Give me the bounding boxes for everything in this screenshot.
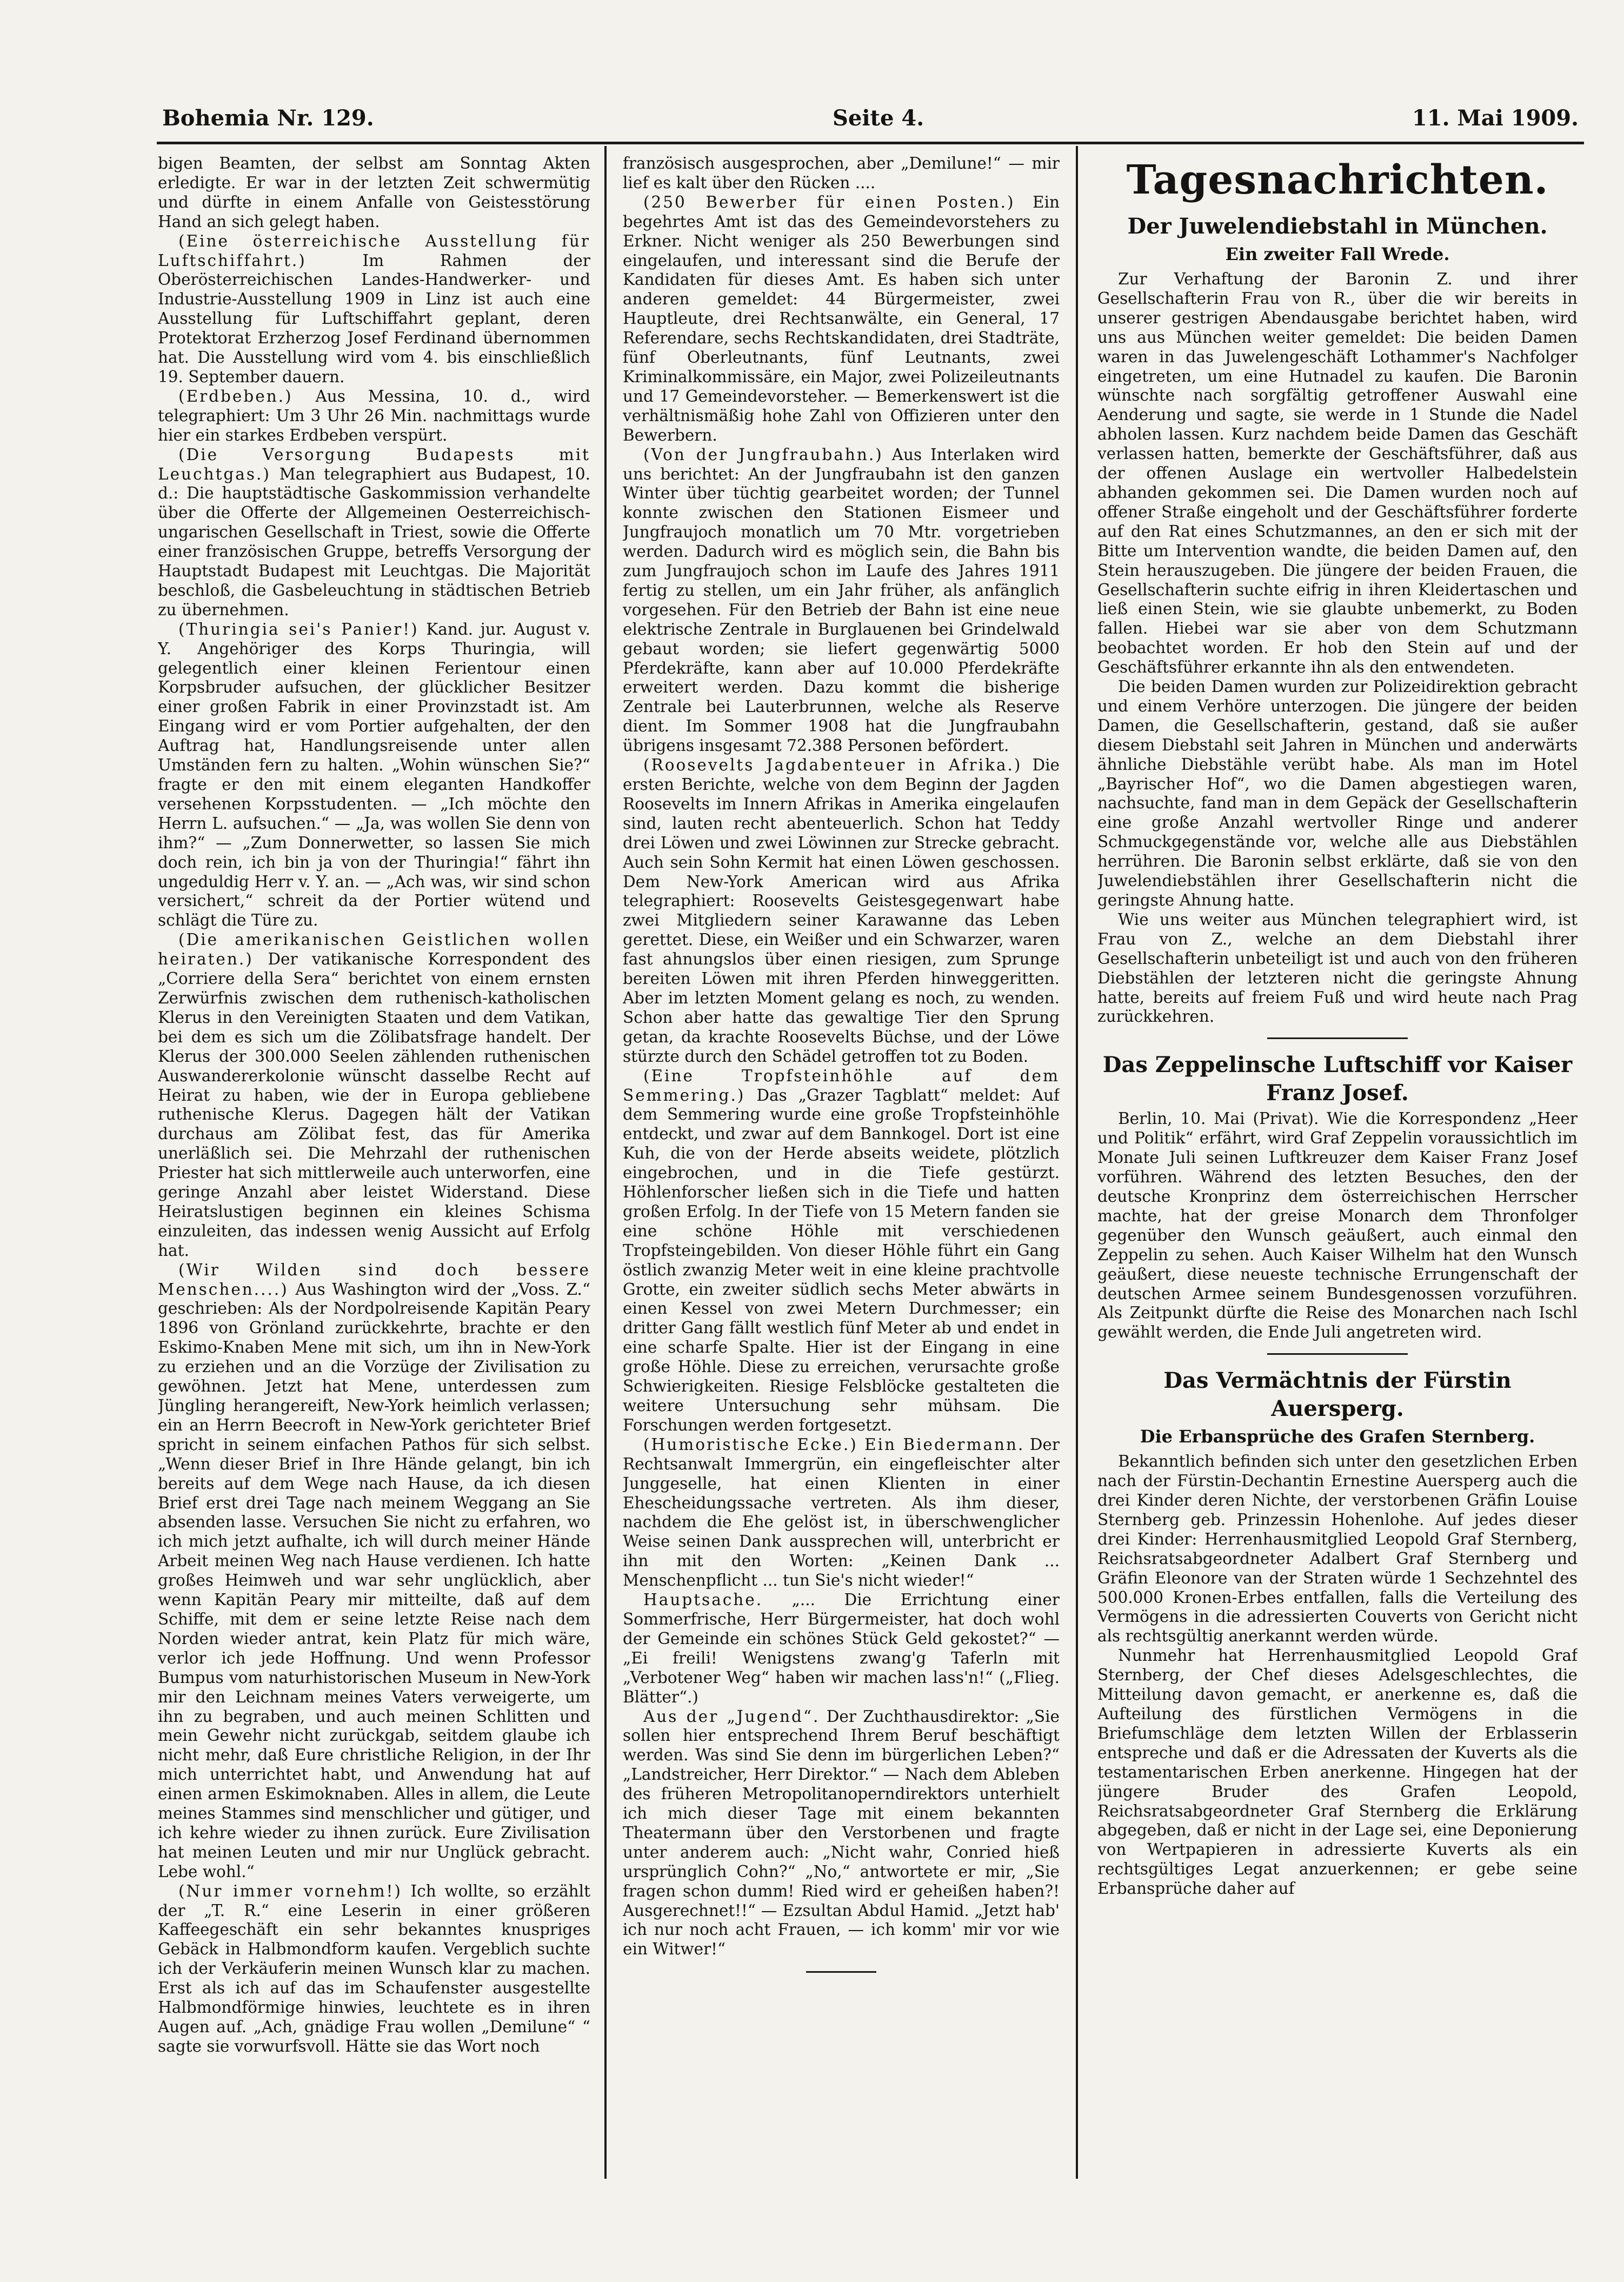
news-item	[623, 193, 1060, 445]
news-item-title: (Thuringia sei's Panier!)	[178, 620, 419, 638]
news-item	[158, 232, 590, 387]
news-item	[158, 154, 590, 232]
news-item-title: (Roosevelts Jagdabenteuer in Afrika.)	[643, 756, 1022, 775]
news-item	[623, 445, 1060, 756]
article-paragraph: Wie uns weiter aus München telegraphiert wird, ist Frau von Z., welche an dem Diebstahl ihrer Gesellschafterin unbeteiligt ist und auch von den früheren Diebstählen der letzteren nicht die geringste Ahnung hatte, bereits auf freiem Fuß und wird heute nach Prag zurückkehren.	[1097, 910, 1578, 1026]
article-subhead-wrede: Ein zweiter Fall Wrede.	[1225, 244, 1450, 264]
column-1	[158, 154, 590, 2176]
news-item	[623, 154, 1060, 193]
news-item-body: Das „Grazer Tagblatt“ meldet: Auf dem Semmering wurde eine große Tropfsteinhöhle entdeckt, und zwar auf dem Bannkogel. Dort ist eine Kuh, die von der Herde abseits weidete, plötzlich eingebrochen, und in die Tiefe gestürzt. Höhlenforscher ließen sich in die Tiefe und hatten großen Erfolg. In der Tiefe von 15 Metern fanden sie eine schöne Höhle mit verschiedenen Tropfsteingebilden. Von dieser Höhle führt ein Gang östlich zwanzig Meter weit in eine kleine prachtvolle Grotte, ein zweiter südlich sechs Meter abwärts in einen Kessel von zwei Metern Durchmesser; ein dritter Gang fällt westlich fünf Meter ab und endet in eine scharfe Spalte. Hier ist der Eingang in eine große Höhle. Diese zu erreichen, verursachte große Schwierigkeiten. Riesige Felsblöcke gestalteten die weitere Untersuchung sehr mühsam. Die Forschungen werden fortgesetzt.	[623, 1086, 1060, 1434]
news-item-body: Der Rechtsanwalt Immergrün, ein eingefleischter alter Junggeselle, hat einen Klienten in einer Ehescheidungssache vertreten. Als ihm dieser, nachdem die Ehe gelöst ist, in überschwenglicher Weise seinen Dank aussprechen will, unterbricht er ihn mit den Worten: „Keinen Dank ... Menschenpflicht ... tun Sie's nicht wieder!“	[623, 1435, 1060, 1590]
page-header	[162, 105, 1579, 143]
article-paragraph: Zur Verhaftung der Baronin Z. und ihrer Gesellschafterin Frau von R., über die wir bereits in unserer gestrigen Abendausgabe berichtet haben, wird uns aus München weiter gemeldet: Die beiden Damen waren in das Juwelengeschäft Lothammer's Nachfolger eingetreten, um eine Hutnadel zu kaufen. Die Baronin wünschte nach sorgfältig getroffener Auswahl eine Aenderung und sagte, sie werde in 1 Stunde die Nadel abholen lassen. Kurz nachdem beide Damen das Geschäft verlassen hatten, bemerkte der Geschäftsführer, daß aus der offenen Auslage ein wertvoller Halbedelstein abhanden gekommen sei. Die Damen wurden noch auf offener Straße eingeholt und der Geschäftsführer forderte auf den Rat eines Schutzmannes, an den er sich mit der Bitte um Intervention wandte, die beiden Damen auf, den Stein herauszugeben. Die jüngere der beiden Frauen, die Gesellschafterin suchte eifrig in ihren Kleidertaschen und ließ einen Stein, wie sie glaubte unbemerkt, zu Boden fallen. Hiebei war sie aber von dem Schutzmann beobachtet worden. Er hob den Stein auf und der Geschäftsführer erkannte ihn als den entwendeten.	[1097, 270, 1578, 677]
section-masthead: Tagesnachrichten.	[1126, 157, 1549, 203]
news-item-body: Aus Interlaken wird uns berichtet: An der Jungfraubahn ist den ganzen Winter über tüchtig gearbeitet worden; der Tunnel konnte zwischen den Stationen Eismeer und Jungfraujoch monatlich um 70 Mtr. vorgetrieben werden. Dadurch wird es möglich sein, die Bahn bis zum Jungfraujoch schon im Laufe des Jahres 1911 fertig zu stellen, um ein Jahr früher, als anfänglich vorgesehen. Für den Betrieb der Bahn ist eine neue elektrische Zentrale in Burglauenen bei Grindelwald gebaut worden; sie liefert gegenwärtig 5000 Pferdekräfte, kann aber auf 10.000 Pferdekräfte erweitert werden. Dazu kommt die bisherige Zentrale bei Lauterbrunnen, welche als Reserve dient. Im Sommer 1908 hat die Jungfraubahn übrigens insgesamt 72.388 Personen befördert.	[623, 445, 1060, 755]
news-item	[158, 387, 590, 445]
column-3	[1097, 154, 1578, 2176]
article-paragraph: Die beiden Damen wurden zur Polizeidirektion gebracht und einem Verhöre unterzogen. Die jüngere der beiden Damen, die Gesellschafterin, gestand, daß sie außer diesem Diebstahl seit Jahren in München und anderwärts ähnliche Diebstähle verübt habe. Als man im Hotel „Bayrischer Hof“, wo die Damen abgestiegen waren, nachsuchte, fand man in dem Gepäck der Gesellschafterin eine große Anzahl wertvoller Ringe und anderer Schmuckgegenstände vor, welche alle aus Diebstählen herrühren. Die Baronin selbst erklärte, daß sie von den Juwelendiebstählen ihrer Gesellschafterin nicht die geringste Ahnung hatte.	[1097, 677, 1578, 909]
news-item-body: Man telegraphiert aus Budapest, 10. d.: Die hauptstädtische Gaskommission verhandelte über die Offerte der Allgemeinen Oesterreichisch-ungarischen Gesellschaft in Triest, sowie die Offerte einer französischen Gruppe, betreffs Versorgung der Hauptstadt Budapest mit Leuchtgas. Die Majorität beschloß, die Gasbeleuchtung in städtischen Betrieb zu übernehmen.	[158, 464, 590, 619]
news-item-title: (250 Bewerber für einen Posten.)	[643, 192, 1015, 211]
article-separator	[1267, 1037, 1408, 1039]
news-item	[623, 756, 1060, 1067]
column-divider-1	[604, 146, 607, 2179]
news-item-body: bigen Beamten, der selbst am Sonntag Akten erledigte. Er war in der letzten Zeit schwermütig und dürfte in einem Anfalle von Geistesstörung Hand an sich gelegt haben.	[158, 154, 590, 231]
news-item-title: (Eine Tropfsteinhöhle auf dem Semmering.)	[623, 1066, 1060, 1105]
column-2	[623, 154, 1060, 2176]
news-item	[158, 620, 590, 931]
header-page-number: Seite 4.	[833, 105, 924, 131]
news-item-body: Ein begehrtes Amt ist das des Gemeindevorstehers zu Erkner. Nicht weniger als 250 Bewerbungen sind eingelaufen, und interessant sind die Berufe der Kandidaten für dieses Amt. Es haben sich unter anderen gemeldet: 44 Bürgermeister, zwei Hauptleute, drei Rechtsanwälte, ein General, 17 Referendare, sechs Rechtskandidaten, drei Stadträte, fünf Oberleutnants, fünf Leutnants, zwei Kriminalkommissäre, ein Major, zwei Polizeileutnants und 17 Gemeindevorsteher. — Bemerkenswert ist die verhältnismäßig hohe Zahl von Offizieren unter den Bewerbern.	[623, 192, 1060, 444]
news-item	[158, 930, 590, 1260]
news-item-body: Kand. jur. August v. Y. Angehöriger des Korps Thuringia, will gelegentlich einer kleinen Ferientour einen Korpsbruder aufsuchen, der glücklicher Besitzer einer großen Fabrik in einer Provinzstadt ist. Am Eingang wird er vom Portier aufgehalten, der den Auftrag hat, Handlungsreisende unter allen Umständen fern zu halten. „Wohin wünschen Sie?“ fragte er den mit einem eleganten Handkoffer versehenen Korpsstudenten. — „Ich möchte den Herrn L. aufsuchen.“ — „Ja, was wollen Sie denn von ihm?“ — „Zum Donnerwetter, so lassen Sie mich doch rein, ich bin ja von der Thuringia!“ fährt ihn ungeduldig Herr v. Y. an. — „Ach was, wir sind schon versichert,“ schreit da der Portier wütend und schlägt die Türe zu.	[158, 620, 590, 930]
header-date: 11. Mai 1909.	[1412, 105, 1579, 131]
news-item-title: (Die amerikanischen Geistlichen wollen heiraten.)	[158, 930, 590, 969]
news-item-body: Der vatikanische Korrespondent des „Corriere della Sera“ berichtet von einem ernsten Zerwürfnis zwischen dem ruthenisch-katholischen Klerus in den Vereinigten Staaten und dem Vatikan, bei dem es sich um die Zölibatsfrage handelt. Der Klerus der 300.000 Seelen zählenden ruthenischen Auswandererkolonie wünscht dasselbe Recht auf Heirat zu haben, wie der in Europa gebliebene ruthenische Klerus. Dagegen hält der Vatikan durchaus am Zölibat fest, das für Amerika unerläßlich sei. Die Mehrzahl der ruthenischen Priester hat sich mittlerweile auch unterworfen, eine geringe Anzahl aber leistet Widerstand. Diese Heiratslustigen beginnen ein kleines Schisma einzuleiten, das indessen wenig Aussicht auf Erfolg hat.	[158, 950, 590, 1260]
article-paragraph: Nunmehr hat Herrenhausmitglied Leopold Graf Sternberg, der Chef dieses Adelsgeschlechtes, die Mitteilung davon gemacht, er anerkenne es, daß die Aufteilung des fürstlichen Vermögens in die Briefumschläge dem letzten Willen der Erblasserin entspreche und daß er die Adressaten der Kuverts als die testamentarischen Erben anerkenne. Hingegen hat der jüngere Bruder des Grafen Leopold, Reichsratsabgeordneter Graf Sternberg die Erklärung abgegeben, daß er nicht in der Lage sei, eine Deponierung von Wertpapieren in adressierte Kuverts als ein rechtsgültiges Legat anzuerkennen; er gebe seine Erbansprüche daher auf	[1097, 1646, 1578, 1898]
news-item-body: Im Rahmen der Oberösterreichischen Landes-Handwerker- und Industrie-Ausstellung 1909 in Linz ist auch eine Ausstellung für Luftschiffahrt geplant, deren Protektorat Erzherzog Josef Ferdinand übernommen hat. Die Ausstellung wird vom 4. bis einschließlich 19. September dauern.	[158, 251, 590, 386]
article-separator	[1267, 1353, 1408, 1355]
news-item-title: (Eine österreichische Ausstellung für Luftschiffahrt.)	[158, 231, 590, 270]
header-paper-issue: Bohemia Nr. 129.	[162, 105, 374, 131]
news-item-body: Der Zuchthausdirektor: „Sie sollen hier entsprechend Ihrem Beruf beschäftigt werden. Was sind Sie denn im bürgerlichen Leben?“ „Landstreicher, Herr Direktor.“ — Nach dem Ableben des früheren Metropolitanoperndirektors unterhielt ich mich dieser Tage mit einem bekannten Theatermann über den Verstorbenen und fragte unter anderem auch: „Nicht wahr, Conried hieß ursprünglich Cohn?“ „No,“ antwortete er mir, „Sie fragen schon dumm! Ried wird er geheißen haben?! Ausgerechnet!!“ — Ezsultan Abdul Hamid. „Jetzt hab' ich nur noch acht Frauen, — ich komm' mir vor wie ein Witwer!“	[623, 1707, 1060, 1959]
news-item-title: (Von der Jungfraubahn.)	[643, 445, 883, 464]
article-subhead-sternberg: Die Erbansprüche des Grafen Sternberg.	[1140, 1426, 1535, 1447]
news-item	[623, 1435, 1060, 1591]
news-item-title: (Die Versorgung Budapests mit Leuchtgas.)	[158, 445, 590, 483]
news-item-title: (Erdbeben.)	[178, 387, 293, 405]
news-item-body: „... Die Errichtung einer Sommerfrische, Herr Bürgermeister, hat doch wohl der Gemeinde ein schönes Stück Geld gekostet?“ — „Ei freili! Wenigstens zwang'g Taferln mit „Verbotener Weg“ haben wir machen lass'n!“ („Flieg. Blätter“.)	[623, 1591, 1060, 1706]
news-item-body: französisch ausgesprochen, aber „Demilune!“ — mir lief es kalt über den Rücken ....	[623, 154, 1060, 192]
news-item-body: Aus Washington wird der „Voss. Z.“ geschrieben: Als der Nordpolreisende Kapitän Peary 1896 von Grönland zurückkehrte, brachte er den Eskimo-Knaben Mene mit sich, um ihn in New-York zu erziehen und an die Vorzüge der Zivilisation zu gewöhnen. Jetzt hat Mene, unterdessen zum Jüngling herangereift, New-York heimlich verlassen; ein an Herrn Beecroft in New-York gerichteter Brief spricht in seinem einfachen Pathos für sich selbst. „Wenn dieser Brief in Ihre Hände gelangt, bin ich bereits auf dem Wege nach Hause, da ich diesen Brief erst drei Tage nach meinem Weggang an Sie absenden lasse. Versuchen Sie nicht zu erfahren, wo ich mich jetzt aufhalte, ich will durch meiner Hände Arbeit meinen Weg nach Hause verdienen. Ich hatte großes Heimweh und war sehr unglücklich, aber wenn Kapitän Peary mir mitteilte, daß auf dem Schiffe, mit dem er seine letzte Reise nach dem Norden wieder antrat, kein Platz für mich wäre, verlor ich jede Hoffnung. Und wenn Professor Bumpus vom naturhistorischen Museum in New-York mir den Leichnam meines Vaters verweigerte, um ihn zu begraben, und auch meinen Schlitten und mein Gewehr nicht zurückgab, seitdem glaube ich nicht mehr, daß Eure christliche Religion, in der Ihr mich unterrichtet habt, und Anwendung hat auf einen armen Eskimoknaben. Alles in allem, die Leute meines Stammes sind menschlicher und gütiger, und ich kehre wieder zu ihnen zurück. Eure Zivilisation hat meinen Leuten und mir nur Unglück gebracht. Lebe wohl.“	[158, 1280, 590, 1881]
news-item	[623, 1707, 1060, 1960]
article-paragraph: Berlin, 10. Mai (Privat). Wie die Korrespondenz „Heer und Politik“ erfährt, wird Graf Zeppelin voraussichtlich im Monate Juli seinen Luftkreuzer dem Kaiser Franz Josef vorführen. Während des letzten Besuches, den der deutsche Kronprinz dem österreichischen Herrscher machte, hat der greise Monarch dem Thronfolger gegenüber den Wunsch geäußert, auch einmal den Zeppelin zu sehen. Auch Kaiser Wilhelm hat den Wunsch geäußert, diese neueste technische Errungenschaft der deutschen Armee seinem Bundesgenossen vorzuführen. Als Zeitpunkt dürfte die Reise des Monarchen nach Ischl gewählt werden, die Ende Juli angetreten wird.	[1097, 1109, 1578, 1342]
news-item	[623, 1591, 1060, 1707]
news-item-title: (Humoristische Ecke.) Ein Biedermann.	[643, 1435, 1025, 1454]
news-item	[623, 1067, 1060, 1435]
news-item	[158, 1261, 590, 1882]
article-headline-juwelendiebstahl: Der Juwelendiebstahl in München.	[1127, 214, 1548, 239]
news-item-title: Hauptsache.	[643, 1591, 763, 1609]
article-headline-zeppelin: Das Zeppelinsche Luftschiff vor Kaiser Franz Josef.	[1102, 1052, 1573, 1106]
column-end-rule	[806, 1971, 876, 1973]
news-item	[158, 1882, 590, 2057]
news-item-title: (Nur immer vornehm!)	[178, 1881, 402, 1900]
news-item	[158, 445, 590, 620]
column-divider-2	[1076, 146, 1078, 2179]
article-paragraph: Bekanntlich befinden sich unter den gesetzlichen Erben nach der Fürstin-Dechantin Ernestine Auersperg auch die drei Kinder deren Nichte, der verstorbenen Gräfin Louise Sternberg geb. Prinzessin Hohenlohe. Auf jedes dieser drei Kinder: Herrenhausmitglied Leopold Graf Sternberg, Reichsratsabgeordneter Adalbert Graf Sternberg und Gräfin Eleonore van der Straten würde 1 Sechzehntel des 500.000 Kronen-Erbes entfallen, falls die Verteilung des Vermögens in die adressierten Couverts von Gericht nicht als rechtsgültig anerkannt werden würde.	[1097, 1452, 1578, 1646]
news-item-title: Aus der „Jugend“.	[643, 1707, 820, 1726]
news-item-body: Die ersten Berichte, welche von dem Beginn der Jagden Roosevelts im Innern Afrikas in Amerika eingelaufen sind, lauten recht abenteuerlich. Schon hat Teddy drei Löwen und zwei Löwinnen zur Strecke gebracht. Auch sein Sohn Kermit hat einen Löwen geschossen. Dem New-York American wird aus Afrika telegraphiert: Roosevelts Geistesgegenwart habe zwei Mitgliedern seiner Karawanne das Leben gerettet. Diese, ein Weißer und ein Schwarzer, waren fast ahnungslos über einen riesigen, zum Sprunge bereiten Löwen mit ihren Pferden hinweggeritten. Aber im letzten Moment gelang es noch, zu wenden. Schon aber hatte das gewaltige Tier den Sprung getan, da krachte Roosevelts Büchse, und der Löwe stürzte durch den Schädel getroffen tot zu Boden.	[623, 756, 1060, 1066]
news-item-title: (Wir Wilden sind doch bessere Menschen....)	[158, 1260, 590, 1299]
header-rule	[157, 142, 1584, 144]
article-headline-auersperg: Das Vermächtnis der Fürstin Auersperg.	[1163, 1368, 1512, 1422]
news-item-body: Aus Messina, 10. d., wird telegraphiert: Um 3 Uhr 26 Min. nachmittags wurde hier ein starkes Erdbeben verspürt.	[158, 387, 590, 444]
news-item-body: Ich wollte, so erzählt der „T. R.“ eine Leserin in einer größeren Kaffeegeschäft ein sehr bekanntes knuspriges Gebäck in Halbmondform kaufen. Vergeblich suchte ich der Verkäuferin meinen Wunsch klar zu machen. Erst als ich auf das im Schaufenster ausgestellte Halbmondförmige hinwies, leuchtete es in ihren Augen auf. „Ach, gnädige Frau wollen „Demilune“ “ sagte sie vorwurfsvoll. Hätte sie das Wort noch	[158, 1881, 590, 2055]
